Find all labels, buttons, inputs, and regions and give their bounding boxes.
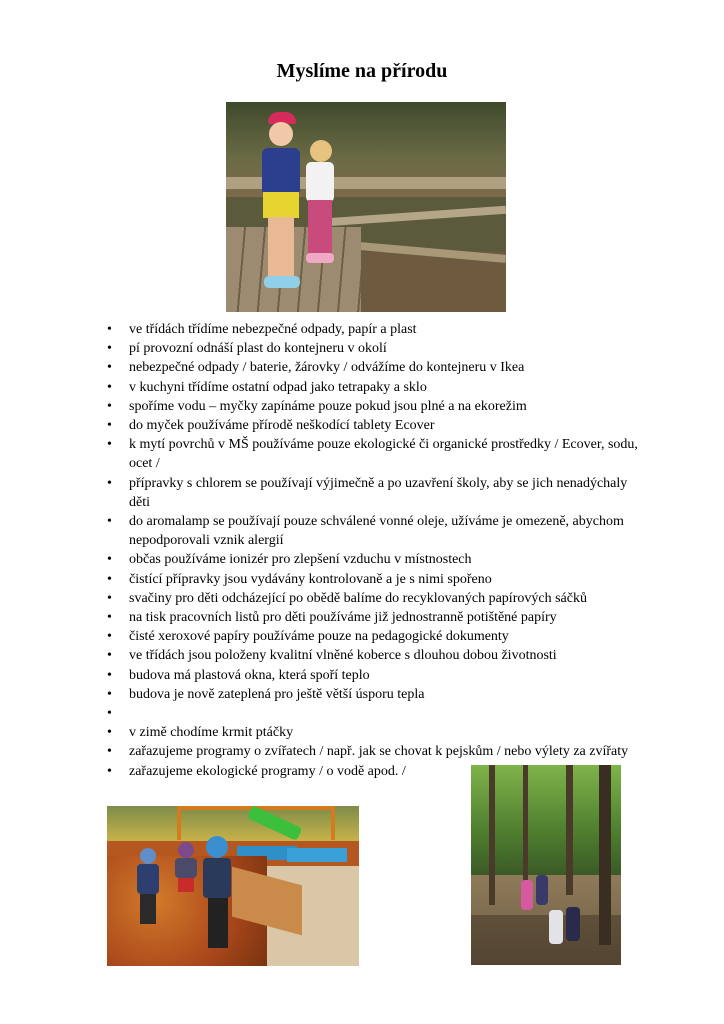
list-item: • čisté xeroxové papíry používáme pouze na pedagogické dokumenty (104, 627, 644, 646)
list-item: • budova je nově zateplená pro ještě větší úsporu tepla (104, 685, 644, 704)
list-item: • svačiny pro děti odcházející po obědě balíme do recyklovaných papírových sáčků (104, 589, 644, 608)
photo-forest-walk (471, 765, 621, 965)
list-item: • spoříme vodu – myčky zapínáme pouze pokud jsou plné a na ekorežim (104, 397, 644, 416)
photo-two-girls (226, 102, 506, 312)
list-item: • čistící přípravky jsou vydávány kontrolovaně a je s nimi spořeno (104, 570, 644, 589)
eco-practices-list (104, 320, 644, 781)
list-item: • v kuchyni třídíme ostatní odpad jako tetrapaky a sklo (104, 378, 644, 397)
list-item: • na tisk pracovních listů pro děti používáme již jednostranně potištěné papíry (104, 608, 644, 627)
photo-playground-leaves (107, 806, 359, 966)
list-item: • nebezpečné odpady / baterie, žárovky / odvážíme do kontejneru v Ikea (104, 358, 644, 377)
list-item: • přípravky s chlorem se používají výjimečně a po uzavření školy, aby se jich nenadýchaly děti (104, 474, 644, 512)
page-title: Myslíme na přírodu (276, 60, 448, 82)
list-item: • ve třídách třídíme nebezpečné odpady, papír a plast (104, 320, 644, 339)
list-item: • občas používáme ionizér pro zlepšení vzduchu v místnostech (104, 550, 644, 569)
list-item: • do aromalamp se používají pouze schválené vonné oleje, užíváme je omezeně, abychom nepodporovali vznik alergií (104, 512, 644, 550)
list-item: • v zimě chodíme krmit ptáčky (104, 723, 644, 742)
list-item: • ve třídách jsou položeny kvalitní vlněné koberce s dlouhou dobou životnosti (104, 646, 644, 665)
list-item: • k mytí povrchů v MŠ používáme pouze ekologické či organické prostředky / Ecover, sodu, ocet / (104, 435, 644, 473)
list-item: • pí provozní odnáší plast do kontejneru v okolí (104, 339, 644, 358)
list-item: • do myček používáme přírodě neškodící tablety Ecover (104, 416, 644, 435)
list-item: • zařazujeme ekologické programy / o vodě apod. / (104, 762, 644, 781)
list-item: • budova má plastová okna, která spoří teplo (104, 666, 644, 685)
list-item: • zařazujeme programy o zvířatech / např. jak se chovat k pejskům / nebo výlety za zvířaty (104, 742, 644, 761)
list-item (104, 704, 644, 723)
